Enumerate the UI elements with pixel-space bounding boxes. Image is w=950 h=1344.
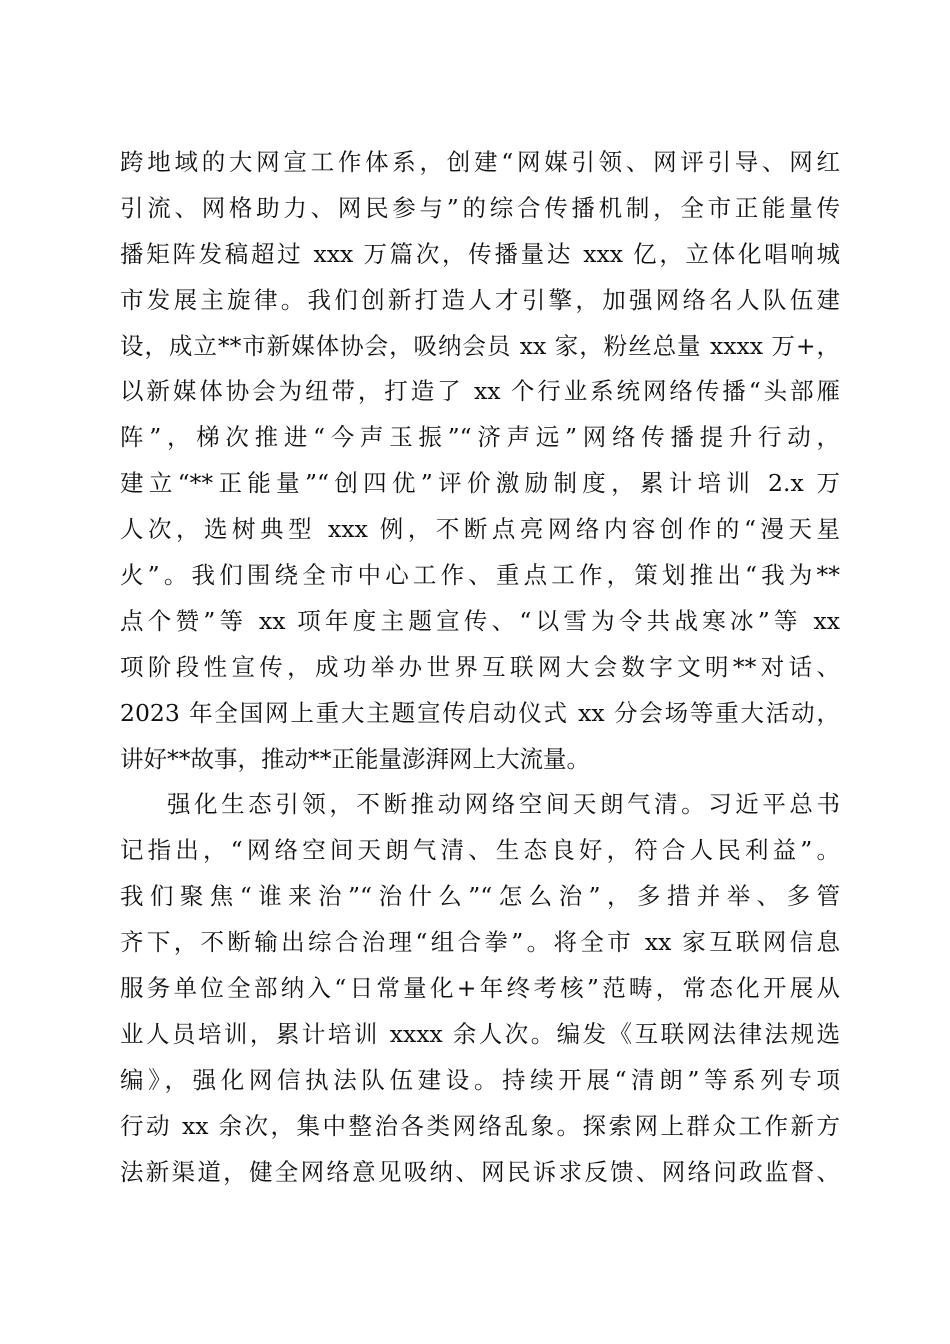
- document-body: [120, 140, 840, 1195]
- text-line: 齐下，不断输出综合治理“组合拳”。将全市 xx 家互联网信息: [120, 928, 840, 957]
- text-line: 法新渠道，健全网络意见吸纳、网民诉求反馈、网络问政监督、: [120, 1157, 840, 1186]
- text-line: 阵”，梯次推进“今声玉振”“济声远”网络传播提升行动，: [120, 423, 840, 452]
- text-line: 业人员培训，累计培训 xxxx 余人次。编发《互联网法律法规选: [120, 1019, 840, 1048]
- paragraph-propaganda: [120, 140, 840, 782]
- text-line: 讲好**故事，推动**正能量澎湃网上大流量。: [120, 744, 590, 773]
- text-line: 市发展主旋律。我们创新打造人才引擎，加强网络名人队伍建: [120, 285, 840, 314]
- text-line: 强化生态引领，不断推动网络空间天朗气清。习近平总书: [167, 790, 840, 819]
- text-line: 点个赞”等 xx 项年度主题宣传、“以雪为令共战寒冰”等 xx: [120, 606, 840, 635]
- text-line: 行动 xx 余次，集中整治各类网络乱象。探索网上群众工作新方: [120, 1111, 840, 1140]
- paragraph-ecology: [120, 782, 840, 1195]
- text-line: 服务单位全部纳入“日常量化+年终考核”范畴，常态化开展从: [120, 974, 840, 1003]
- text-line: 跨地域的大网宣工作体系，创建“网媒引领、网评引导、网红: [120, 148, 840, 176]
- text-line: 人次，选树典型 xxx 例，不断点亮网络内容创作的“漫天星: [120, 515, 840, 544]
- text-line: 记指出，“网络空间天朗气清、生态良好，符合人民利益”。: [120, 836, 840, 865]
- text-line: 2023 年全国网上重大主题宣传启动仪式 xx 分会场等重大活动，: [120, 698, 840, 727]
- text-line: 以新媒体协会为纽带，打造了 xx 个行业系统网络传播“头部雁: [120, 377, 840, 406]
- text-line: 火”。我们围绕全市中心工作、重点工作，策划推出“我为**: [120, 561, 840, 590]
- text-line: 编》，强化网信执法队伍建设。持续开展“清朗”等系列专项: [120, 1065, 840, 1094]
- text-line: 我们聚焦“谁来治”“治什么”“怎么治”，多措并举、多管: [120, 882, 840, 911]
- text-line: 播矩阵发稿超过 xxx 万篇次，传播量达 xxx 亿，立体化唱响城: [120, 239, 840, 268]
- text-line: 项阶段性宣传，成功举办世界互联网大会数字文明**对话、: [120, 652, 840, 681]
- text-line: 引流、网格助力、网民参与”的综合传播机制，全市正能量传: [120, 193, 840, 222]
- text-line: 设，成立**市新媒体协会，吸纳会员 xx 家，粉丝总量 xxxx 万+，: [120, 331, 840, 360]
- text-line: 建立“**正能量”“创四优”评价激励制度，累计培训 2.x 万: [120, 469, 840, 498]
